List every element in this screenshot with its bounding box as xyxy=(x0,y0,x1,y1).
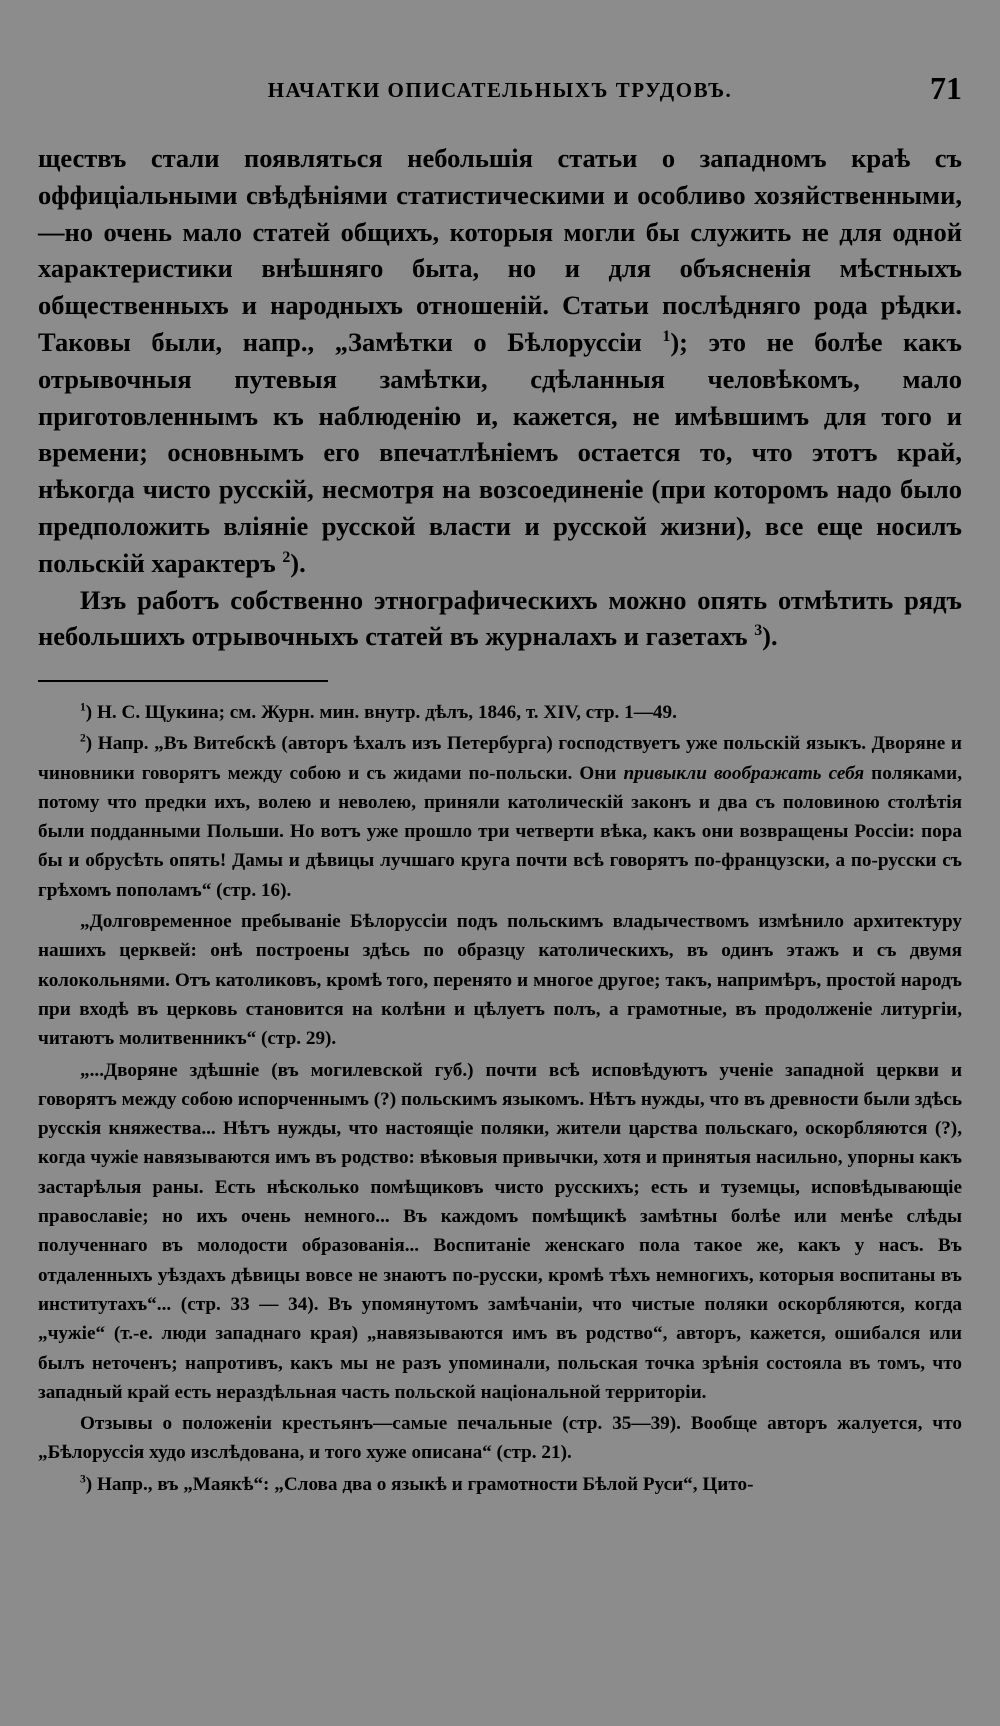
footnote-3 xyxy=(38,1470,962,1499)
paragraph-1-part-a: ществъ стали появляться небольшія статьи о западномъ краѣ съ оффиціальными свѣдѣніями статистическими и особливо хозяйственными,—но очень мало статей общихъ, которыя могли бы служить не для одной характеристики внѣшняго быта, но и для объясненія мѣстныхъ общественныхъ и народныхъ отношеній. Статьи послѣдняго рода рѣдки. Таковы были, напр., „Замѣтки о Бѣлоруссіи xyxy=(38,143,962,357)
paragraph-2 xyxy=(38,582,962,656)
main-text xyxy=(38,140,962,655)
footnote-1-text: ) Н. С. Щукина; см. Журн. мин. внутр. дѣлъ, 1846, т. XIV, стр. 1—49. xyxy=(85,702,677,723)
footnote-1 xyxy=(38,698,962,727)
paragraph-2-part-b: ). xyxy=(762,621,778,652)
paragraph-1-part-c: ). xyxy=(290,547,306,578)
footnote-ref-2: 2 xyxy=(282,548,291,566)
paragraph-1 xyxy=(38,140,962,582)
footnote-2-text-b: поляками, потому что предки ихъ, волею и неволею, приняли католическій законъ и два съ половиною столѣтія были подданными Польши. Но вотъ уже прошло три четверти вѣка, какъ они возвращены Россіи: пора бы и обрусѣть опять! Дамы и дѣвицы лучшаго круга почти всѣ говорятъ по-французски, а по-русски съ грѣхомъ пополамъ“ (стр. 16). xyxy=(38,762,963,901)
footnote-separator xyxy=(38,680,328,682)
footnote-2-paragraph-3: „...Дворяне здѣшніе (въ могилевской губ.) почти всѣ исповѣдуютъ ученіе западной церкви и говорятъ между собою испорченнымъ (?) польскимъ языкомъ. Нѣтъ нужды, что въ древности были здѣсь русскія княжества... Нѣтъ нужды, что настоящіе поляки, жители царства польскаго, оскорбляются (?), когда чужіе навязываются имъ въ родство: вѣковыя привычки, хотя и принятыя насильно, упорны какъ застарѣлыя раны. Есть нѣсколько помѣщиковъ чисто русскихъ; есть и туземцы, исповѣдывающіе православіе; но ихъ очень немного... Въ каждомъ помѣщикѣ замѣтны болѣе или менѣе слѣды полученнаго въ молодости образованія... Воспитаніе женскаго пола такое же, какъ у насъ. Въ отдаленныхъ уѣздахъ дѣвицы вовсе не знаютъ по-русски, кромѣ тѣхъ немногихъ, которыя воспитаны въ институтахъ“... (стр. 33 — 34). Въ упомянутомъ замѣчаніи, что чистые поляки оскорбляются, когда „чужіе“ (т.-е. люди западнаго края) „навязываются имъ въ родство“, авторъ, кажется, ошибался или былъ неточенъ; напротивъ, какъ мы не разъ упоминали, польская точка зрѣнія состояла въ томъ, что западный край есть нераздѣльная часть польской національной территоріи. xyxy=(38,1059,962,1403)
footnote-ref-3: 3 xyxy=(754,622,763,640)
paragraph-2-part-a: Изъ работъ собственно этнографическихъ можно опять отмѣтить рядъ небольшихъ отрывочныхъ статей въ журналахъ и газетахъ xyxy=(38,584,962,652)
footnote-3-mark: 3 xyxy=(80,1473,86,1486)
footnote-ref-1: 1 xyxy=(662,328,671,346)
footnote-2 xyxy=(38,729,962,905)
footnote-2-italic: привыкли воображать себя xyxy=(623,762,865,784)
footnote-2-mark: 2 xyxy=(80,732,86,745)
running-title: НАЧАТКИ ОПИСАТЕЛЬНЫХЪ ТРУДОВЪ. xyxy=(267,78,733,102)
footnote-2-text-a: ) Напр. „Въ Витебскѣ (авторъ ѣхалъ изъ Петербурга) господствуетъ уже польскій языкъ. Дворяне и чиновники говорятъ между собою и съ жидами по-польски. Они xyxy=(38,733,962,784)
paragraph-1-part-b: ); это не болѣе какъ отрывочныя путевыя замѣтки, сдѣланныя человѣкомъ, мало приготовленнымъ къ наблюденію и, кажется, не имѣвшимъ для того и времени; основнымъ его впечатлѣніемъ остается то, что этотъ край, нѣкогда чисто русскій, несмотря на возсоединеніе (при которомъ надо было предположить вліяніе русской власти и русской жизни), все еще носилъ польскій характеръ xyxy=(38,326,963,578)
footnotes xyxy=(38,698,962,1501)
page-number: 71 xyxy=(930,70,962,106)
footnote-1-mark: 1 xyxy=(80,701,86,714)
footnote-2-paragraph-4: Отзывы о положеніи крестьянъ—самые печальные (стр. 35—39). Вообще авторъ жалуется, что „Бѣлоруссія худо изслѣдована, и того хуже описана“ (стр. 21). xyxy=(38,1413,962,1464)
footnote-2-paragraph-2: „Долговременное пребываніе Бѣлоруссіи подъ польскимъ владычествомъ измѣнило архитектуру нашихъ церквей: онѣ построены здѣсь по образцу католическихъ, въ одинъ этажъ и съ двумя колокольнями. Отъ католиковъ, кромѣ того, перенято и многое другое; такъ, напримѣръ, простой народъ при входѣ въ церковь становится на колѣни и цѣлуетъ полъ, а грамотные, въ продолженіе литургіи, читаютъ молитвенникъ“ (стр. 29). xyxy=(38,911,962,1050)
page-header xyxy=(38,70,962,110)
footnote-3-text: ) Напр., въ „Маякѣ“: „Слова два о языкѣ и грамотности Бѣлой Руси“, Цито- xyxy=(85,1473,754,1495)
